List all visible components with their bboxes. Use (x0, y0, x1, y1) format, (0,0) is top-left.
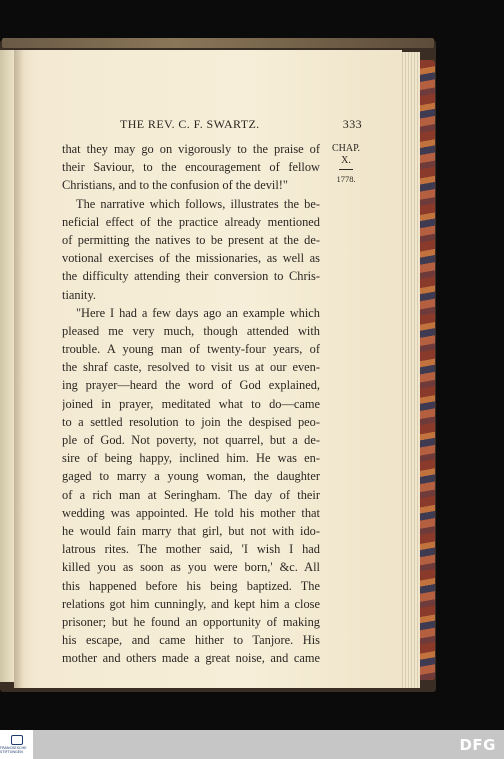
text-line: "Here I had a few days ago an example which (76, 305, 320, 320)
body-text (62, 140, 320, 667)
text-line: that they may go on vigorously to the praise of (62, 142, 320, 156)
dfg-logo[interactable]: DFG (459, 736, 496, 754)
viewer-footer (0, 730, 504, 759)
library-logo[interactable] (0, 730, 33, 759)
text-line: this happened before his being baptized. The (62, 578, 320, 593)
text-line: neficial effect of the practice already mentioned (62, 214, 320, 229)
running-title: THE REV. C. F. SWARTZ. (120, 117, 260, 131)
text-line: ple of God. Not poverty, not quarrel, but a de- (62, 433, 320, 447)
text-line: of permitting the natives to be present at the de- (62, 232, 320, 247)
text-line: mother and others made a great noise, and came (62, 651, 320, 666)
chapter-label: CHAP. (331, 143, 361, 154)
text-line: trouble. A young man of twenty-four years, of (62, 342, 320, 357)
text-line: sire of being happy, inclined him. He was en- (62, 451, 320, 466)
margin-year: 1778. (336, 174, 356, 184)
marbled-fore-edge (418, 60, 435, 680)
text-line: their Saviour, to the encouragement of fellow (62, 160, 320, 175)
text-line: gaged to marry a young woman, the daughter (62, 469, 320, 484)
text-line: pleased me very much, though attended with (62, 323, 320, 338)
text-line: to a settled resolution to join the despised peo- (62, 414, 320, 429)
text-line: votional exercises of the missionaries, as well as (62, 251, 320, 266)
cover-top-edge (2, 38, 434, 48)
margin-note (324, 143, 368, 185)
text-line: wedding was appointed. He told his mother that (62, 505, 320, 520)
gutter-shadow (14, 50, 24, 688)
text-line: The narrative which follows, illustrates the be- (76, 196, 320, 211)
text-line: relations got him cunningly, and kept him a close (62, 596, 320, 611)
text-line: latrous rites. The mother said, 'I wish I had (62, 542, 320, 557)
text-line: he would fain marry that girl, but not with ido- (62, 523, 320, 538)
text-line: Christians, and to the confusion of the devil!" (62, 178, 288, 193)
text-line: prisoner; but he found an opportunity of making (62, 614, 320, 629)
chapter-number: X. (341, 155, 351, 166)
text-line: the shraf caste, resolved to visit us at our even- (62, 360, 320, 375)
text-line: his escape, and came hither to Tanjore. His (62, 633, 320, 648)
text-line: the difficulty attending their conversion to Chris- (62, 269, 320, 284)
page-number: 333 (342, 117, 362, 131)
text-line: joined in prayer, meditated what to do—came (62, 396, 320, 411)
library-logo-icon (11, 735, 23, 745)
text-line: of a rich man at Seringham. The day of their (62, 487, 320, 502)
running-head (62, 117, 362, 133)
text-line: ing prayer—heard the word of God explained, (62, 378, 320, 393)
library-logo-label: FRANCKESCHE STIFTUNGEN (0, 746, 27, 754)
text-line: tianity. (62, 287, 96, 302)
text-line: killed you as soon as you were born,' &c. All (62, 560, 320, 575)
margin-rule (339, 169, 353, 170)
